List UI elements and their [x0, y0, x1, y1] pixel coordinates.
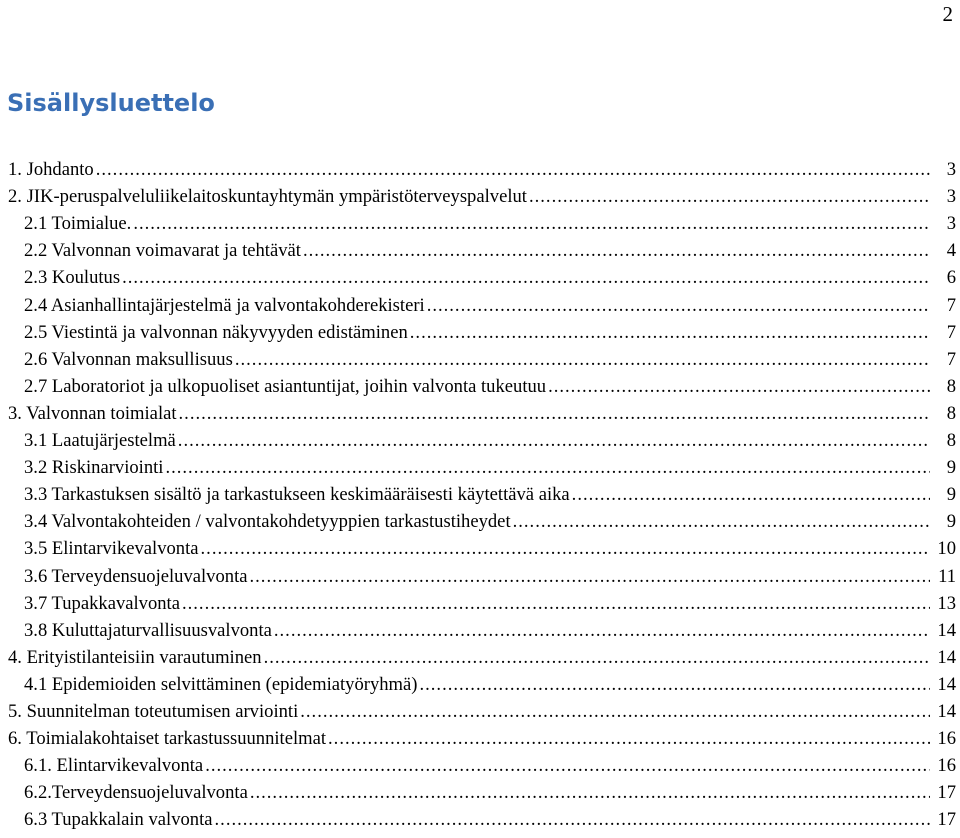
toc-heading: Sisällysluettelo: [7, 89, 215, 117]
toc-entry-page: 14: [937, 700, 956, 722]
toc-entry[interactable]: [0, 506, 960, 533]
toc-entry-page: 16: [937, 728, 956, 750]
toc-entry-title: 6.1. Elintarvikevalvonta: [24, 755, 204, 777]
toc-entry-page: 11: [938, 565, 956, 587]
toc-dot-leader: [205, 755, 930, 777]
toc-entry[interactable]: [0, 560, 960, 587]
toc-entry[interactable]: [0, 696, 960, 723]
toc-entry[interactable]: [0, 723, 960, 750]
toc-entry[interactable]: [0, 588, 960, 615]
toc-entry-page: 6: [946, 267, 956, 289]
toc-dot-leader: [264, 647, 930, 669]
toc-dot-leader: [133, 213, 930, 235]
toc-entry[interactable]: [0, 479, 960, 506]
toc-entry[interactable]: [0, 154, 960, 181]
toc-entry-title: 3.7 Tupakkavalvonta: [24, 592, 180, 614]
toc-dot-leader: [328, 728, 930, 750]
toc-dot-leader: [235, 349, 930, 371]
toc-entry-title: 5. Suunnitelman toteutumisen arviointi: [8, 700, 299, 722]
toc-entry-title: 2. JIK-peruspalveluliikelaitoskuntayhtymän ympäristöterveyspalvelut: [8, 186, 527, 208]
toc-entry-title: 2.7 Laboratoriot ja ulkopuoliset asiantuntijat, joihin valvonta tukeutuu: [24, 375, 547, 397]
toc-dot-leader: [250, 782, 930, 804]
toc-entry[interactable]: [0, 344, 960, 371]
toc-entry-title: 1. Johdanto: [8, 159, 94, 181]
toc-entry-title: 3.1 Laatujärjestelmä: [24, 430, 176, 452]
toc-entry-title: 3.5 Elintarvikevalvonta: [24, 538, 199, 560]
toc-entry-page: 9: [946, 511, 956, 533]
toc-entry-page: 16: [937, 755, 956, 777]
toc-entry-title: 3.4 Valvontakohteiden / valvontakohdetyyppien tarkastustiheydet: [24, 511, 511, 533]
toc-entry-title: 6. Toimialakohtaiset tarkastussuunnitelmat: [8, 728, 327, 750]
toc-entry-title: 2.5 Viestintä ja valvonnan näkyvyyden edistäminen: [24, 321, 408, 343]
toc-dot-leader: [182, 593, 930, 615]
toc-entry-title: 2.1 Toimialue.: [24, 213, 132, 235]
toc-dot-leader: [529, 186, 930, 208]
toc-entry-title: 3.3 Tarkastuksen sisältö ja tarkastukseen keskimääräisesti käytettävä aika: [24, 484, 570, 506]
page-number: 2: [942, 2, 953, 26]
toc-dot-leader: [215, 809, 930, 831]
toc-dot-leader: [427, 295, 930, 317]
toc-entry[interactable]: [0, 235, 960, 262]
toc-entry-page: 17: [937, 782, 956, 804]
toc-list: [0, 154, 960, 831]
toc-entry[interactable]: [0, 533, 960, 560]
toc-entry-page: 14: [937, 673, 956, 695]
toc-entry[interactable]: [0, 615, 960, 642]
toc-entry-title: 2.4 Asianhallintajärjestelmä ja valvontakohderekisteri: [24, 294, 425, 316]
toc-entry-page: 8: [946, 402, 956, 424]
toc-entry-page: 8: [946, 430, 956, 452]
toc-entry-page: 14: [937, 619, 956, 641]
toc-entry-title: 2.6 Valvonnan maksullisuus: [24, 348, 233, 370]
toc-entry-page: 10: [937, 538, 956, 560]
toc-entry[interactable]: [0, 371, 960, 398]
toc-entry-title: 2.3 Koulutus: [24, 267, 121, 289]
toc-entry-title: 3. Valvonnan toimialat: [8, 402, 177, 424]
toc-entry-page: 14: [937, 646, 956, 668]
toc-entry-page: 3: [946, 186, 956, 208]
toc-entry-title: 6.3 Tupakkalain valvonta: [24, 809, 213, 831]
toc-dot-leader: [96, 159, 930, 181]
toc-entry[interactable]: [0, 398, 960, 425]
toc-dot-leader: [165, 457, 930, 479]
toc-entry[interactable]: [0, 642, 960, 669]
toc-entry[interactable]: [0, 289, 960, 316]
toc-entry-page: 3: [946, 159, 956, 181]
toc-dot-leader: [548, 376, 930, 398]
toc-entry-page: 9: [946, 457, 956, 479]
toc-dot-leader: [572, 484, 930, 506]
toc-entry-page: 4: [946, 240, 956, 262]
toc-dot-leader: [201, 538, 930, 560]
toc-dot-leader: [179, 403, 930, 425]
toc-dot-leader: [250, 566, 931, 588]
toc-entry-title: 6.2.Terveydensuojeluvalvonta: [24, 782, 248, 804]
toc-dot-leader: [178, 430, 930, 452]
toc-entry-page: 17: [937, 809, 956, 831]
toc-entry[interactable]: [0, 181, 960, 208]
toc-entry-page: 7: [946, 321, 956, 343]
toc-entry[interactable]: [0, 317, 960, 344]
toc-entry-page: 9: [946, 484, 956, 506]
toc-dot-leader: [303, 240, 930, 262]
toc-entry-page: 8: [946, 375, 956, 397]
toc-dot-leader: [419, 674, 930, 696]
toc-dot-leader: [410, 322, 930, 344]
toc-dot-leader: [513, 511, 930, 533]
toc-dot-leader: [274, 620, 930, 642]
toc-entry[interactable]: [0, 777, 960, 804]
toc-entry[interactable]: [0, 804, 960, 831]
toc-entry-title: 3.8 Kuluttajaturvallisuusvalvonta: [24, 619, 272, 641]
toc-entry-page: 7: [946, 348, 956, 370]
toc-dot-leader: [122, 267, 930, 289]
toc-entry[interactable]: [0, 669, 960, 696]
toc-entry-page: 13: [937, 592, 956, 614]
toc-entry-title: 4. Erityistilanteisiin varautuminen: [8, 646, 262, 668]
toc-entry-title: 3.2 Riskinarviointi: [24, 457, 164, 479]
toc-entry-page: 3: [946, 213, 956, 235]
toc-entry[interactable]: [0, 425, 960, 452]
toc-entry-title: 4.1 Epidemioiden selvittäminen (epidemiatyöryhmä): [24, 673, 418, 695]
toc-entry-title: 3.6 Terveydensuojeluvalvonta: [24, 565, 248, 587]
toc-entry[interactable]: [0, 262, 960, 289]
toc-entry[interactable]: [0, 208, 960, 235]
toc-entry[interactable]: [0, 452, 960, 479]
toc-entry-page: 7: [946, 294, 956, 316]
toc-entry[interactable]: [0, 750, 960, 777]
toc-dot-leader: [300, 701, 930, 723]
toc-entry-title: 2.2 Valvonnan voimavarat ja tehtävät: [24, 240, 301, 262]
